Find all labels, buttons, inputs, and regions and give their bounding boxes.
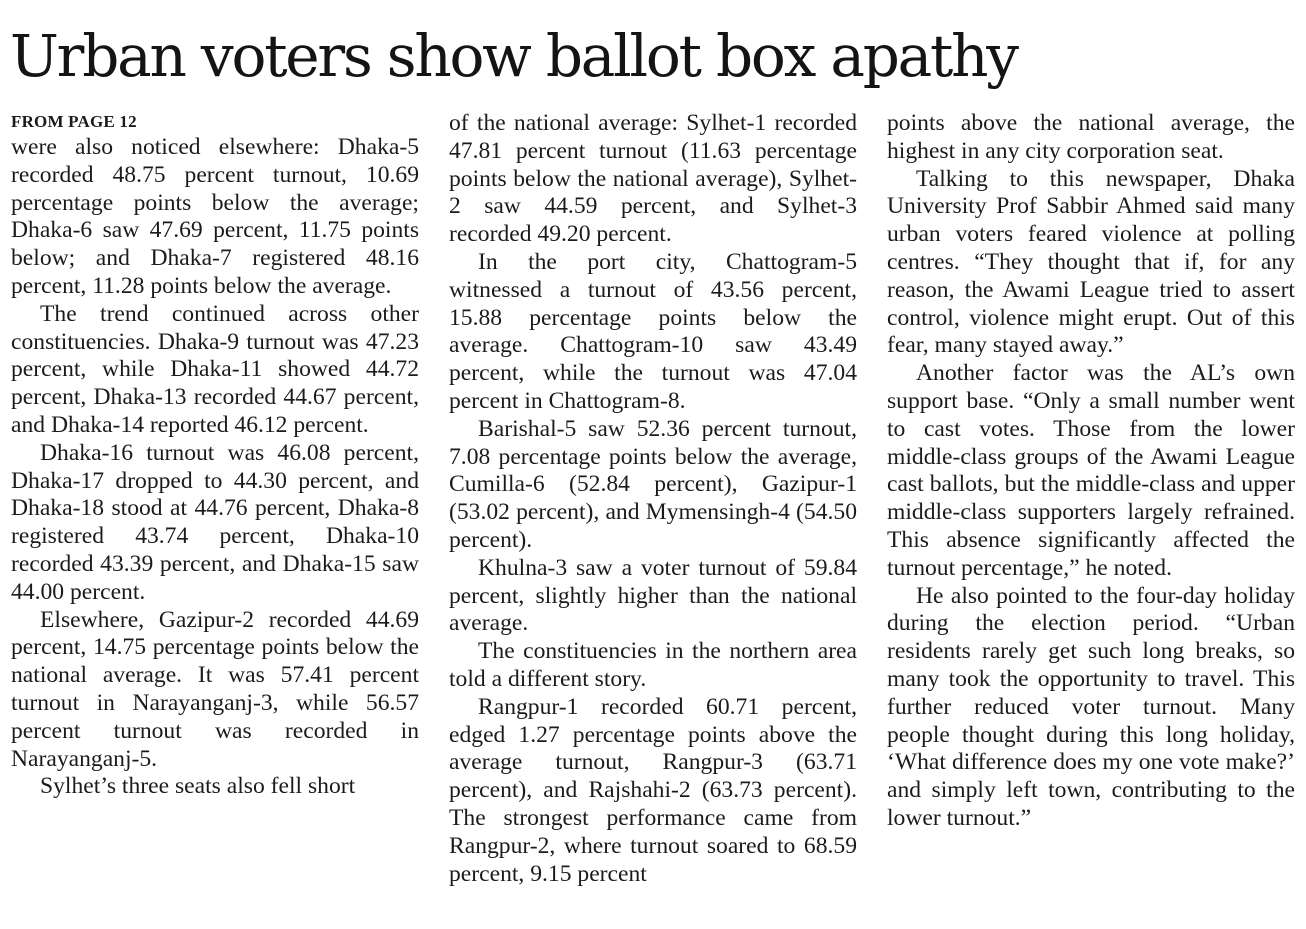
paragraph: Elsewhere, Gazipur-2 recorded 44.69 percent, 14.75 percentage points below the national average. It was 57.41 percent turnout in Narayanganj-3, while 56.57 percent turnout was recorded in Narayanganj-5. (11, 606, 419, 772)
paragraph: In the port city, Chattogram-5 witnessed a turnout of 43.56 percent, 15.88 percentage points below the average. Chattogram-10 saw 43.49 percent, while the turnout was 47.04 percent in Chattogram-8. (449, 248, 857, 414)
paragraph: He also pointed to the four-day holiday during the election period. “Urban residents rarely get such long breaks, so many took the opportunity to travel. This further reduced voter turnout. Many people thought during this long holiday, ‘What difference does my one vote make?’ and simply left town, contributing to the lower turnout.” (887, 582, 1295, 831)
paragraph: Rangpur-1 recorded 60.71 percent, edged 1.27 percentage points above the average turnout, Rangpur-3 (63.71 percent), and Rajshahi-2 (63.73 percent). The strongest performance came from Rangpur-2, where turnout soared to 68.59 percent, 9.15 percent (449, 693, 857, 887)
article-column-3 (887, 110, 1295, 833)
paragraph: The constituencies in the northern area told a different story. (449, 638, 857, 692)
paragraph: Sylhet’s three seats also fell short (40, 773, 356, 800)
article-column-2 (449, 110, 857, 888)
paragraph: of the national average: Sylhet-1 recorded 47.81 percent turnout (11.63 percentage points below the national average), Sylhet-2 saw 44.59 percent, and Sylhet-3 recorded 49.20 percent. (449, 110, 857, 248)
paragraph: points above the national average, the highest in any city corporation seat. (887, 110, 1295, 164)
paragraph: Barishal-5 saw 52.36 percent turnout, 7.08 percentage points below the average, Cumilla-6 (52.84 percent), Gazipur-1 (53.02 percent), and Mymensingh-4 (54.50 percent). (449, 415, 857, 553)
paragraph: Talking to this newspaper, Dhaka University Prof Sabbir Ahmed said many urban voters feared violence at polling centres. “They thought that if, for any reason, the Awami League tried to assert control, violence might erupt. Out of this fear, many stayed away.” (887, 165, 1295, 359)
continued-from-kicker: FROM PAGE 12 (11, 112, 137, 131)
article-column-1 (11, 110, 419, 801)
paragraph: were also noticed elsewhere: Dhaka-5 recorded 48.75 percent turnout, 10.69 percentage points below the average; Dhaka-6 saw 47.69 percent, 11.75 points below; and Dhaka-7 registered 48.16 percent, 11.28 points below the average. (11, 134, 419, 299)
paragraph: Another factor was the AL’s own support base. “Only a small number went to cast votes. Those from the lower middle-class groups of the Awami League cast ballots, but the middle-class and upper middle-class supporters largely refrained. This absence significantly affected the turnout percentage,” he noted. (887, 360, 1295, 581)
headline: Urban voters show ballot box apathy (10, 22, 1017, 90)
paragraph: The trend continued across other constituencies. Dhaka-9 turnout was 47.23 percent, while Dhaka-11 showed 44.72 percent, Dhaka-13 recorded 44.67 percent, and Dhaka-14 reported 46.12 percent. (11, 300, 419, 438)
paragraph: Dhaka-16 turnout was 46.08 percent, Dhaka-17 dropped to 44.30 percent, and Dhaka-18 stood at 44.76 percent, Dhaka-8 registered 43.74 percent, Dhaka-10 recorded 43.39 percent, and Dhaka-15 saw 44.00 percent. (11, 439, 419, 605)
paragraph: Khulna-3 saw a voter turnout of 59.84 percent, slightly higher than the national average. (449, 554, 857, 637)
